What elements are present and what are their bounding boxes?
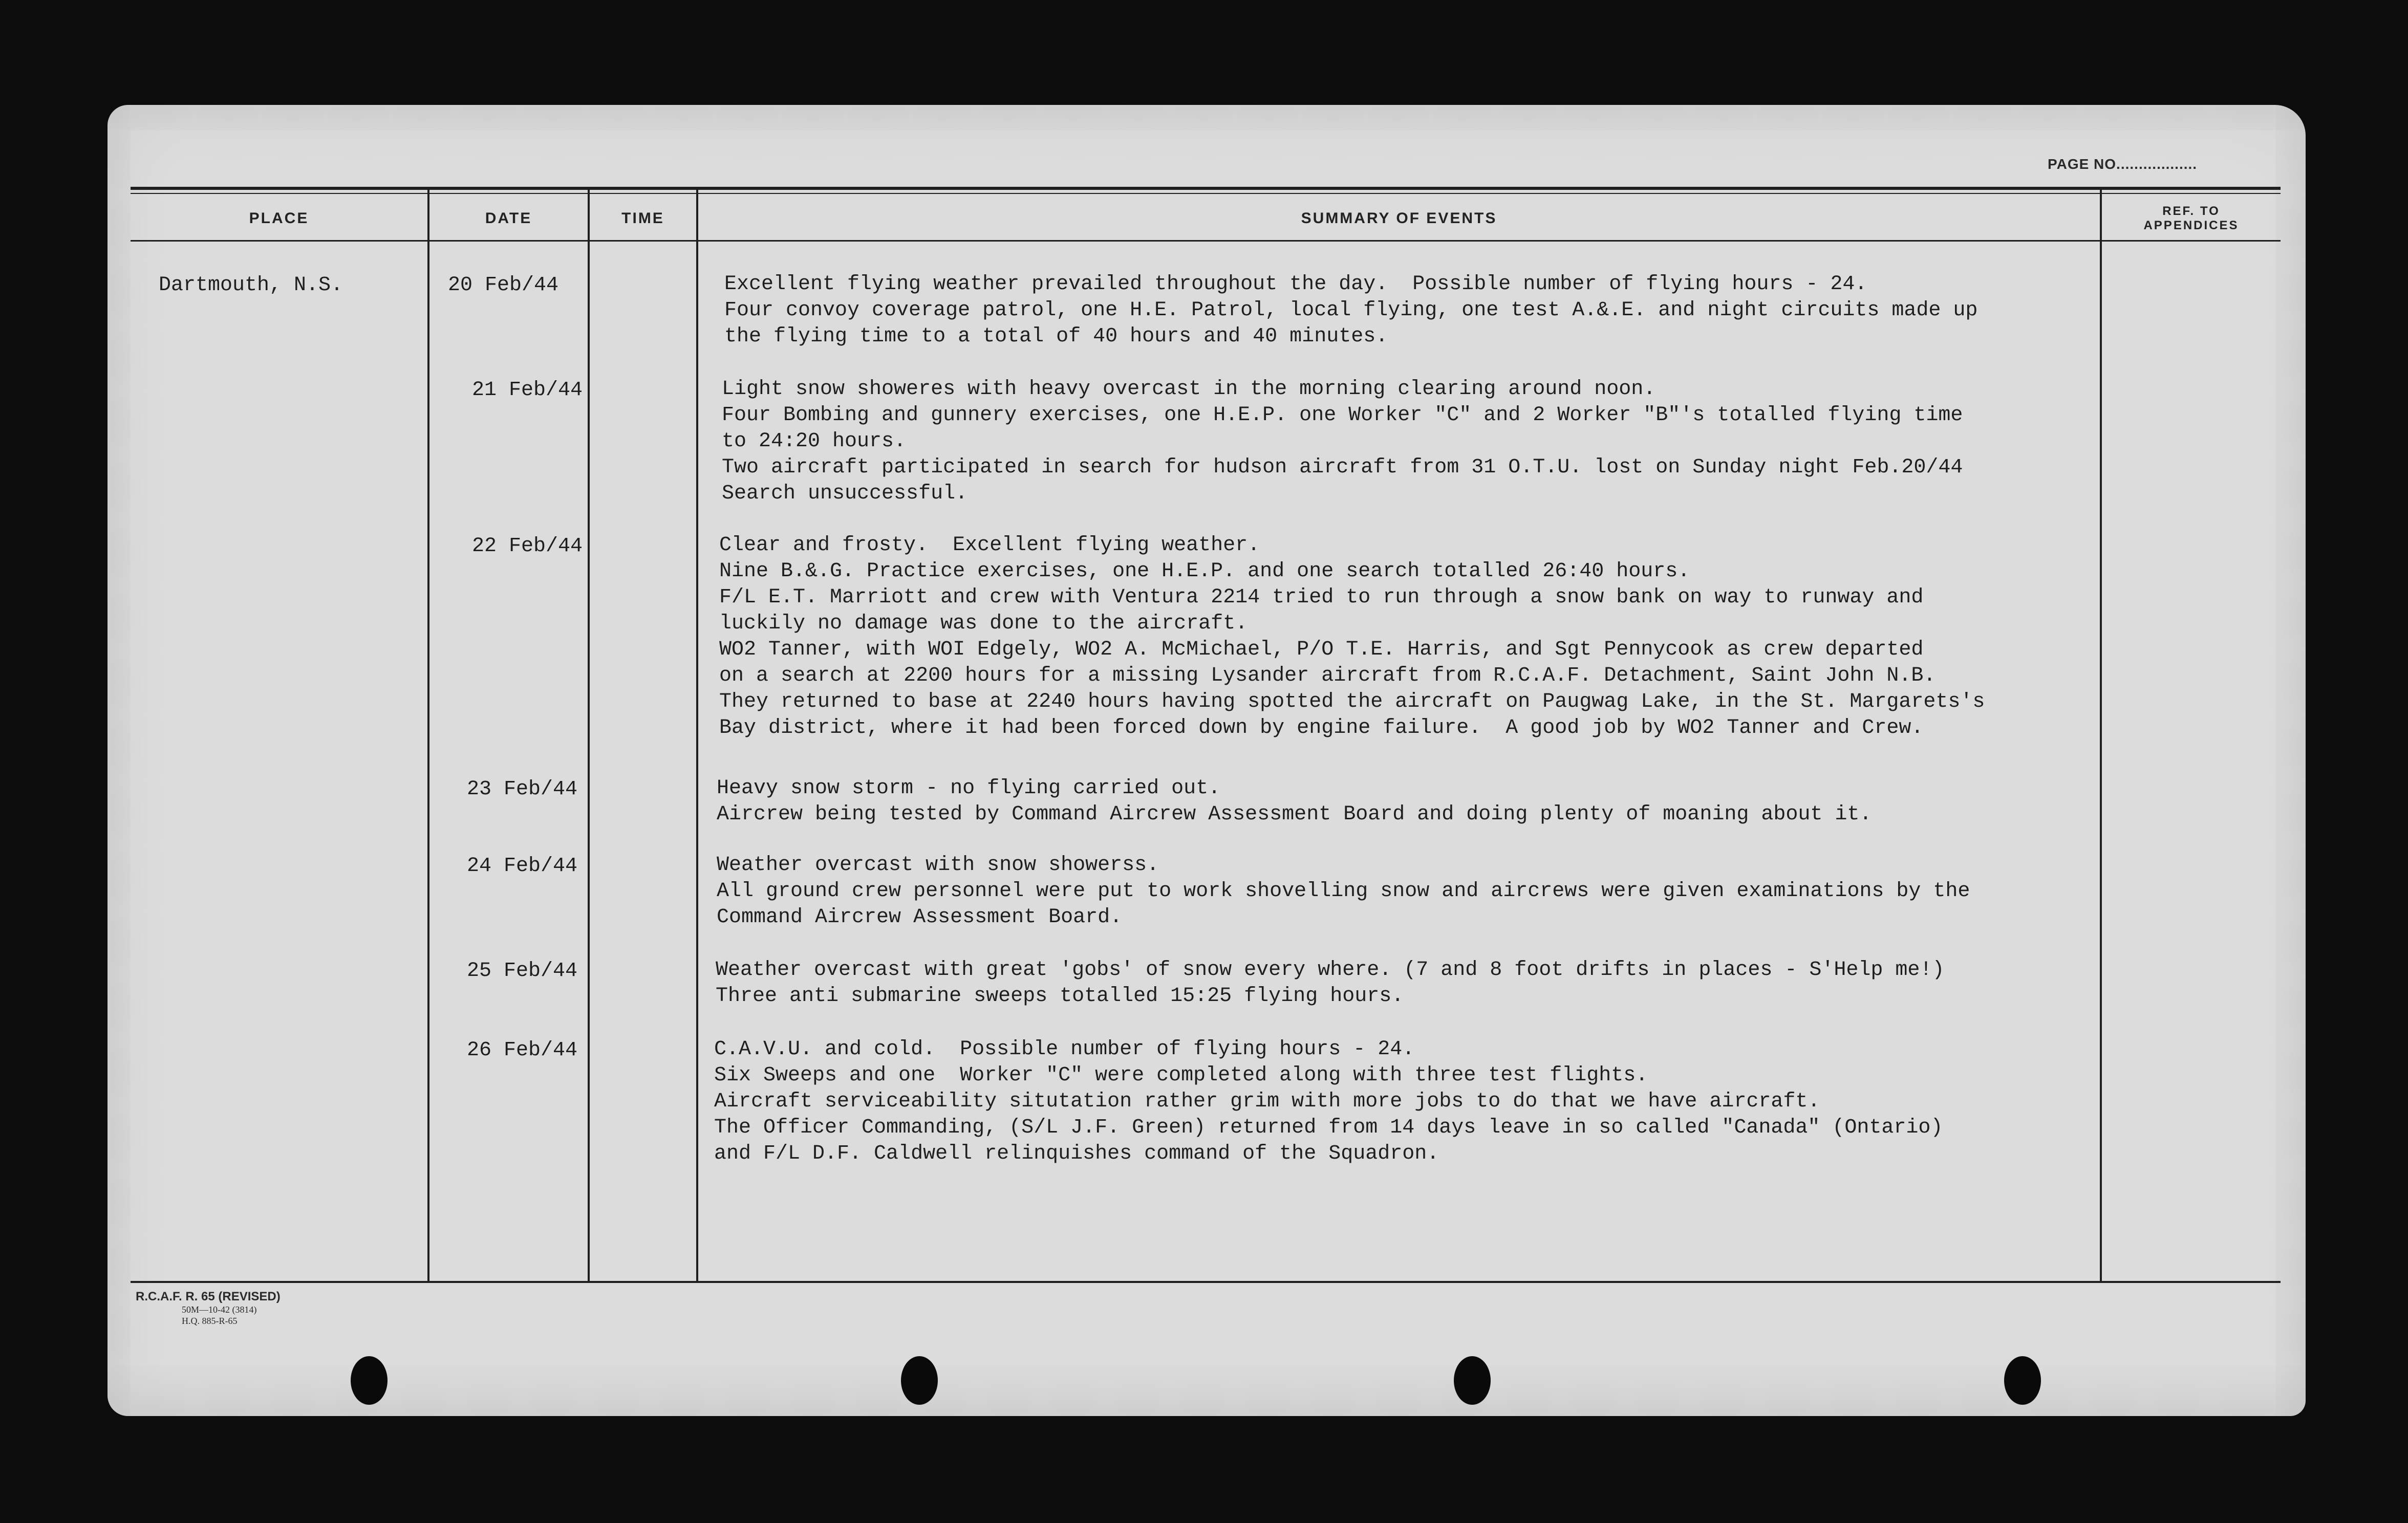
form-id-hq: H.Q. 885-R-65 — [182, 1316, 238, 1326]
form-id-print: 50M—10-42 (3814) — [182, 1304, 257, 1315]
table-bottom-rule — [131, 1281, 2281, 1283]
entry-date: 20 Feb/44 — [448, 274, 559, 297]
col-rule-place-date — [427, 189, 429, 1282]
entry-summary: Excellent flying weather prevailed throughout the day. Possible number of flying hours - 24. Four convoy coverage patrol, one H.E. Patrol, local flying, one test A.&.E. and night circuits made up the flying time to a total of 40 hours and 40 minutes. — [724, 273, 1978, 348]
entry-date: 21 Feb/44 — [472, 379, 583, 402]
entry-summary: Clear and frosty. Excellent flying weather. Nine B.&.G. Practice exercises, one H.E.P. and one search totalled 26:40 hours. F/L E.T. Marriott and crew with Ventura 2214 tried to run through a snow bank on way to runway and luckily no damage was done to the aircraft. WO2 Tanner, with WOI Edgely, WO2 A. McMichael, P/O T.E. Harris, and Sgt Pennycook as crew departed on a search at 2200 hours for a missing Lysander aircraft from R.C.A.F. Detachment, Saint John N.B. They returned to base at 2240 hours having spotted the aircraft on Paugwag Lake, in the St. Margarets's Bay district, where it had been forced down by engine failure. A good job by WO2 Tanner and Crew. — [719, 534, 1985, 739]
entry-date: 25 Feb/44 — [467, 960, 578, 983]
column-header-time: TIME — [621, 210, 664, 227]
binder-hole — [2004, 1356, 2041, 1405]
entry-date: 24 Feb/44 — [467, 855, 578, 878]
col-rule-time-summary — [696, 189, 698, 1282]
entry-date: 26 Feb/44 — [467, 1039, 578, 1062]
entry-summary: C.A.V.U. and cold. Possible number of flying hours - 24. Six Sweeps and one Worker "C" were completed along with three test flights. Aircraft serviceability situtation rather grim with more jobs to do that we have aircraft. The Officer Commanding, (S/L J.F. Green) returned from 14 days leave in so called "Canada" (Ontario) and F/L D.F. Caldwell relinquishes command of the Squadron. — [714, 1038, 1943, 1165]
form-identifier — [136, 1290, 281, 1326]
entry-summary: Light snow showeres with heavy overcast in the morning clearing around noon. Four Bombing and gunnery exercises, one H.E.P. one Worker "C" and 2 Worker "B"'s totalled flying time to 24:20 hours. Two aircraft participated in search for hudson aircraft from 31 O.T.U. lost on Sunday night Feb.20/44 Search unsuccessful. — [722, 378, 1963, 505]
column-header-date: DATE — [485, 210, 532, 227]
binder-hole — [1454, 1356, 1491, 1405]
entry-summary: Weather overcast with snow showerss. All ground crew personnel were put to work shovelling snow and aircrews were given examinations by the Command Aircrew Assessment Board. — [717, 854, 1970, 929]
column-header-ref-line1: REF. TO — [2162, 204, 2220, 218]
column-header-ref-line2: APPENDICES — [2143, 219, 2239, 232]
entry-date: 22 Feb/44 — [472, 535, 583, 558]
binder-hole — [901, 1356, 938, 1405]
column-header-summary: SUMMARY OF EVENTS — [1301, 210, 1497, 227]
col-rule-date-time — [588, 189, 590, 1282]
page-number-label: PAGE NO.................. — [2048, 156, 2198, 172]
entry-summary: Weather overcast with great 'gobs' of snow every where. (7 and 8 foot drifts in places - S'Help me!) Three anti submarine sweeps totalled 15:25 flying hours. — [716, 959, 1945, 1008]
diary-sheet — [107, 105, 2306, 1416]
header-top-rule — [131, 187, 2281, 190]
entry-date: 23 Feb/44 — [467, 778, 578, 801]
form-id-main: R.C.A.F. R. 65 (REVISED) — [136, 1290, 281, 1303]
header-top-rule-thin — [131, 193, 2281, 194]
entry-summary: Heavy snow storm - no flying carried out. Aircrew being tested by Command Aircrew Assessment Board and doing plenty of moaning about it. — [717, 777, 1872, 826]
column-header-ref — [2102, 198, 2281, 239]
header-bottom-rule — [131, 240, 2281, 242]
binder-hole — [351, 1356, 388, 1405]
place-value: Dartmouth, N.S. — [159, 274, 343, 297]
column-header-place: PLACE — [249, 210, 309, 227]
